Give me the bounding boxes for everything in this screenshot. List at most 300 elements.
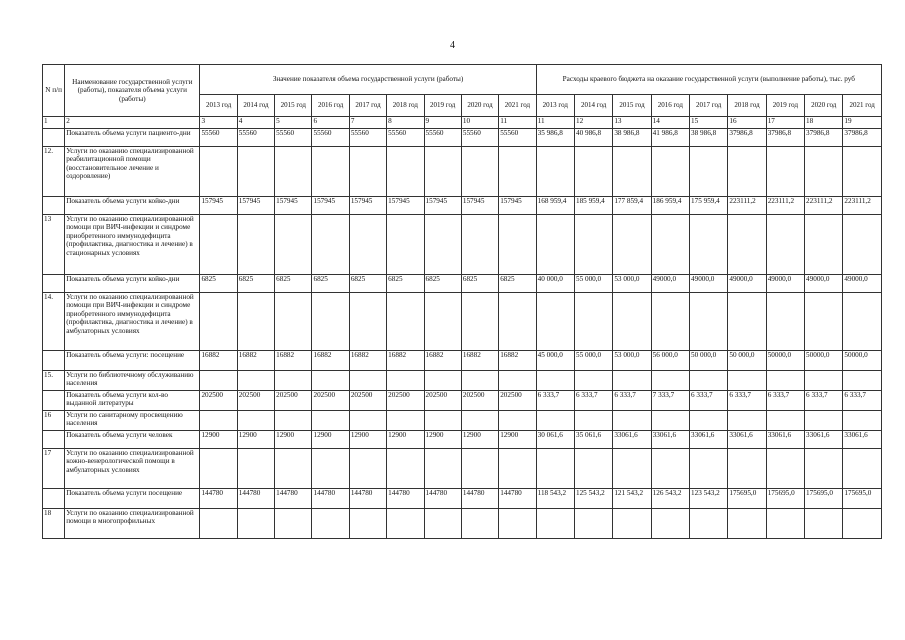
expense-value-cell: 6 333,7 — [690, 391, 728, 411]
expense-value-cell — [536, 293, 574, 351]
indicator-name: Показатель объема услуги пациенто-дни — [65, 129, 200, 147]
expense-value-cell: 35 061,6 — [574, 431, 612, 449]
indicator-value-cell — [461, 293, 498, 351]
indicator-value-cell: 55560 — [237, 129, 274, 147]
expense-value-cell: 33061,6 — [613, 431, 651, 449]
indicator-value-cell — [387, 147, 424, 197]
expense-value-cell: 56 000,0 — [651, 351, 689, 371]
year-header-values-1: 2014 год — [237, 95, 274, 117]
indicator-value-cell: 16882 — [200, 351, 237, 371]
expense-value-cell — [843, 293, 882, 351]
expense-value-cell: 41 986,8 — [651, 129, 689, 147]
expense-value-cell — [766, 371, 804, 391]
indicator-value-cell: 12900 — [237, 431, 274, 449]
expense-value-cell: 37986,8 — [805, 129, 843, 147]
year-header-expenses-1: 2014 год — [574, 95, 612, 117]
indicator-value-cell: 202500 — [200, 391, 237, 411]
row-number: 12. — [43, 147, 65, 197]
indicator-value-cell — [424, 215, 461, 275]
expense-value-cell: 33061,6 — [843, 431, 882, 449]
indicator-value-cell — [275, 371, 312, 391]
indicator-value-cell: 6825 — [387, 275, 424, 293]
indicator-name: Показатель объема услуги кол-во выданной литературы — [65, 391, 200, 411]
expense-value-cell: 126 543,2 — [651, 489, 689, 509]
expense-value-cell — [728, 371, 766, 391]
expense-value-cell: 175695,0 — [766, 489, 804, 509]
indicator-value-cell: 16882 — [424, 351, 461, 371]
service-row — [43, 147, 882, 197]
indicator-value-cell — [387, 411, 424, 431]
expense-value-cell — [651, 215, 689, 275]
expense-value-cell — [574, 371, 612, 391]
column-number: 11 — [499, 117, 536, 129]
indicator-value-cell: 144780 — [200, 489, 237, 509]
expense-value-cell: 50000,0 — [843, 351, 882, 371]
indicator-value-cell: 16882 — [349, 351, 386, 371]
service-name: Услуги по оказанию специализированной кожно-венерологической помощи в амбулаторных условиях — [65, 449, 200, 489]
indicator-value-cell — [237, 509, 274, 539]
indicator-value-cell — [312, 215, 349, 275]
indicator-value-cell: 12900 — [424, 431, 461, 449]
indicator-value-cell: 16882 — [275, 351, 312, 371]
indicator-value-cell: 6825 — [312, 275, 349, 293]
row-number: 14. — [43, 293, 65, 351]
row-number — [43, 197, 65, 215]
indicator-value-cell — [200, 371, 237, 391]
column-number: 8 — [387, 117, 424, 129]
indicator-value-cell: 144780 — [499, 489, 536, 509]
expense-value-cell — [613, 293, 651, 351]
expense-value-cell — [766, 411, 804, 431]
expense-value-cell: 50 000,0 — [690, 351, 728, 371]
indicator-value-cell: 12900 — [275, 431, 312, 449]
expense-value-cell: 35 986,8 — [536, 129, 574, 147]
indicator-value-cell: 55560 — [200, 129, 237, 147]
indicator-value-cell: 202500 — [237, 391, 274, 411]
expense-value-cell: 30 061,6 — [536, 431, 574, 449]
indicator-value-cell: 144780 — [312, 489, 349, 509]
indicator-value-cell: 16882 — [237, 351, 274, 371]
indicator-value-cell — [312, 147, 349, 197]
column-number: 13 — [613, 117, 651, 129]
expense-value-cell — [613, 509, 651, 539]
expense-value-cell: 37986,8 — [843, 129, 882, 147]
expense-value-cell — [574, 509, 612, 539]
indicator-value-cell — [387, 509, 424, 539]
indicator-value-cell — [461, 509, 498, 539]
indicator-value-cell — [275, 449, 312, 489]
indicator-value-cell: 157945 — [237, 197, 274, 215]
expense-value-cell — [690, 371, 728, 391]
indicator-name: Показатель объема услуги: посещение — [65, 351, 200, 371]
indicator-row — [43, 489, 882, 509]
expense-value-cell: 55 000,0 — [574, 275, 612, 293]
indicator-value-cell — [349, 449, 386, 489]
indicator-value-cell — [200, 147, 237, 197]
year-header-expenses-4: 2017 год — [690, 95, 728, 117]
indicator-value-cell: 12900 — [387, 431, 424, 449]
indicator-value-cell: 55560 — [424, 129, 461, 147]
indicator-value-cell: 144780 — [387, 489, 424, 509]
indicator-value-cell — [461, 449, 498, 489]
expense-value-cell: 33061,6 — [728, 431, 766, 449]
year-header-values-4: 2017 год — [349, 95, 386, 117]
column-number: 2 — [65, 117, 200, 129]
expense-value-cell — [574, 411, 612, 431]
indicator-value-cell: 144780 — [349, 489, 386, 509]
indicator-value-cell — [424, 509, 461, 539]
expense-value-cell — [613, 215, 651, 275]
expense-value-cell — [613, 449, 651, 489]
indicator-value-cell — [499, 509, 536, 539]
expense-value-cell: 186 959,4 — [651, 197, 689, 215]
indicator-value-cell: 157945 — [424, 197, 461, 215]
expense-value-cell — [843, 147, 882, 197]
row-number: 16 — [43, 411, 65, 431]
row-number: 13 — [43, 215, 65, 275]
service-name: Услуги по оказанию специализированной реабилитационной помощи (восстановительное лечение и оздоровление) — [65, 147, 200, 197]
indicator-value-cell: 6825 — [237, 275, 274, 293]
row-number — [43, 489, 65, 509]
expense-value-cell — [805, 509, 843, 539]
expense-value-cell — [805, 293, 843, 351]
expense-value-cell: 37986,8 — [766, 129, 804, 147]
expense-value-cell: 53 000,0 — [613, 275, 651, 293]
indicator-value-cell — [275, 215, 312, 275]
expense-value-cell: 121 543,2 — [613, 489, 651, 509]
header-service-name: Наименование государственной услуги (работы), показателя объема услуги (работы) — [65, 65, 200, 117]
expense-value-cell: 175695,0 — [843, 489, 882, 509]
year-header-values-2: 2015 год — [275, 95, 312, 117]
indicator-value-cell — [349, 371, 386, 391]
year-header-values-5: 2018 год — [387, 95, 424, 117]
column-number: 12 — [574, 117, 612, 129]
indicator-row — [43, 431, 882, 449]
expense-value-cell: 49000,0 — [690, 275, 728, 293]
row-number: 17 — [43, 449, 65, 489]
expense-value-cell — [536, 509, 574, 539]
indicator-value-cell: 6825 — [424, 275, 461, 293]
indicator-value-cell: 12900 — [200, 431, 237, 449]
indicator-value-cell — [499, 411, 536, 431]
expense-value-cell — [690, 215, 728, 275]
indicator-value-cell: 157945 — [349, 197, 386, 215]
service-name: Услуги по библиотечному обслуживанию населения — [65, 371, 200, 391]
indicator-name: Показатель объема услуги койко-дни — [65, 275, 200, 293]
services-table — [42, 64, 882, 539]
column-number: 3 — [200, 117, 237, 129]
indicator-value-cell: 157945 — [312, 197, 349, 215]
expense-value-cell: 175695,0 — [805, 489, 843, 509]
indicator-value-cell: 202500 — [275, 391, 312, 411]
indicator-row — [43, 197, 882, 215]
expense-value-cell: 6 333,7 — [805, 391, 843, 411]
expense-value-cell — [766, 449, 804, 489]
year-header-expenses-7: 2020 год — [805, 95, 843, 117]
expense-value-cell: 6 333,7 — [536, 391, 574, 411]
expense-value-cell — [843, 371, 882, 391]
indicator-row — [43, 351, 882, 371]
indicator-value-cell: 157945 — [387, 197, 424, 215]
expense-value-cell — [613, 411, 651, 431]
service-row — [43, 411, 882, 431]
row-number — [43, 129, 65, 147]
indicator-value-cell: 6825 — [499, 275, 536, 293]
expense-value-cell: 118 543,2 — [536, 489, 574, 509]
expense-value-cell — [536, 215, 574, 275]
indicator-value-cell: 55560 — [349, 129, 386, 147]
indicator-value-cell — [312, 293, 349, 351]
indicator-value-cell — [237, 147, 274, 197]
expense-value-cell — [690, 411, 728, 431]
indicator-value-cell: 12900 — [499, 431, 536, 449]
expense-value-cell: 7 333,7 — [651, 391, 689, 411]
expense-value-cell: 6 333,7 — [728, 391, 766, 411]
expense-value-cell — [613, 147, 651, 197]
indicator-value-cell — [312, 411, 349, 431]
year-header-expenses-8: 2021 год — [843, 95, 882, 117]
indicator-value-cell — [349, 215, 386, 275]
expense-value-cell: 33061,6 — [805, 431, 843, 449]
expense-value-cell — [766, 509, 804, 539]
year-header-expenses-5: 2018 год — [728, 95, 766, 117]
expense-value-cell: 38 986,8 — [690, 129, 728, 147]
indicator-value-cell — [499, 215, 536, 275]
expense-value-cell — [766, 215, 804, 275]
page-number: 4 — [450, 40, 455, 51]
service-name: Услуги по оказанию специализированной помощи при ВИЧ-инфекции и синдроме приобретенного иммунодефицита (профилактика, диагностика и лечение) в амбулаторных условиях — [65, 293, 200, 351]
column-number: 5 — [275, 117, 312, 129]
service-name: Услуги по санитарному просвещению населения — [65, 411, 200, 431]
indicator-value-cell: 144780 — [424, 489, 461, 509]
indicator-value-cell — [200, 293, 237, 351]
expense-value-cell — [728, 411, 766, 431]
indicator-value-cell: 144780 — [237, 489, 274, 509]
expense-value-cell — [613, 371, 651, 391]
indicator-value-cell: 55560 — [312, 129, 349, 147]
year-header-expenses-3: 2016 год — [651, 95, 689, 117]
expense-value-cell — [536, 449, 574, 489]
expense-value-cell — [536, 411, 574, 431]
expense-value-cell — [651, 147, 689, 197]
column-number: 18 — [805, 117, 843, 129]
expense-value-cell: 37986,8 — [728, 129, 766, 147]
column-number: 16 — [728, 117, 766, 129]
indicator-name: Показатель объема услуги койко-дни — [65, 197, 200, 215]
expense-value-cell: 6 333,7 — [843, 391, 882, 411]
indicator-value-cell — [349, 147, 386, 197]
expense-value-cell: 38 986,8 — [613, 129, 651, 147]
row-number — [43, 391, 65, 411]
expense-value-cell — [690, 509, 728, 539]
expense-value-cell: 49000,0 — [805, 275, 843, 293]
indicator-value-cell — [312, 371, 349, 391]
indicator-value-cell: 157945 — [275, 197, 312, 215]
indicator-value-cell: 6825 — [461, 275, 498, 293]
column-number: 14 — [651, 117, 689, 129]
indicator-value-cell — [275, 293, 312, 351]
expense-value-cell: 175 959,4 — [690, 197, 728, 215]
expense-value-cell: 40 986,8 — [574, 129, 612, 147]
expense-value-cell: 45 000,0 — [536, 351, 574, 371]
expense-value-cell — [843, 411, 882, 431]
indicator-value-cell: 157945 — [499, 197, 536, 215]
expense-value-cell — [843, 509, 882, 539]
indicator-value-cell: 6825 — [200, 275, 237, 293]
expense-value-cell: 6 333,7 — [613, 391, 651, 411]
column-number: 7 — [349, 117, 386, 129]
indicator-value-cell: 202500 — [499, 391, 536, 411]
column-number: 15 — [690, 117, 728, 129]
indicator-value-cell: 55560 — [461, 129, 498, 147]
column-number: 6 — [312, 117, 349, 129]
year-header-expenses-6: 2019 год — [766, 95, 804, 117]
row-number: 15. — [43, 371, 65, 391]
header-num: N п/п — [43, 65, 65, 117]
expense-value-cell — [574, 147, 612, 197]
indicator-value-cell: 16882 — [499, 351, 536, 371]
expense-value-cell — [651, 449, 689, 489]
indicator-value-cell — [424, 147, 461, 197]
service-row — [43, 509, 882, 539]
expense-value-cell — [843, 215, 882, 275]
indicator-value-cell: 144780 — [461, 489, 498, 509]
expense-value-cell — [574, 293, 612, 351]
expense-value-cell: 49000,0 — [651, 275, 689, 293]
service-name: Услуги по оказанию специализированной помощи в многопрофильных — [65, 509, 200, 539]
indicator-value-cell — [312, 509, 349, 539]
indicator-value-cell: 12900 — [461, 431, 498, 449]
indicator-value-cell: 157945 — [461, 197, 498, 215]
expense-value-cell — [728, 449, 766, 489]
indicator-value-cell — [349, 411, 386, 431]
indicator-value-cell — [237, 215, 274, 275]
indicator-value-cell — [237, 371, 274, 391]
indicator-row — [43, 275, 882, 293]
expense-value-cell: 6 333,7 — [766, 391, 804, 411]
expense-value-cell — [728, 293, 766, 351]
expense-value-cell: 50 000,0 — [728, 351, 766, 371]
expense-value-cell — [690, 147, 728, 197]
indicator-value-cell — [200, 215, 237, 275]
indicator-value-cell: 202500 — [461, 391, 498, 411]
indicator-value-cell — [424, 293, 461, 351]
indicator-name: Показатель объема услуги посещение — [65, 489, 200, 509]
indicator-value-cell: 12900 — [349, 431, 386, 449]
indicator-value-cell: 6825 — [349, 275, 386, 293]
indicator-value-cell — [499, 449, 536, 489]
indicator-value-cell — [237, 293, 274, 351]
column-number: 10 — [461, 117, 498, 129]
indicator-value-cell — [275, 147, 312, 197]
expense-value-cell: 185 959,4 — [574, 197, 612, 215]
service-row — [43, 371, 882, 391]
expense-value-cell — [728, 215, 766, 275]
indicator-value-cell: 16882 — [312, 351, 349, 371]
expense-value-cell — [651, 371, 689, 391]
indicator-value-cell — [200, 411, 237, 431]
expense-value-cell: 125 543,2 — [574, 489, 612, 509]
expense-value-cell — [651, 509, 689, 539]
expense-value-cell — [536, 371, 574, 391]
expense-value-cell — [805, 449, 843, 489]
service-name: Услуги по оказанию специализированной помощи при ВИЧ-инфекции и синдроме приобретенного иммунодефицита (профилактика, диагностика и лечение) в стационарных условиях — [65, 215, 200, 275]
expense-value-cell: 33061,6 — [766, 431, 804, 449]
service-row — [43, 449, 882, 489]
expense-value-cell — [651, 293, 689, 351]
indicator-value-cell — [312, 449, 349, 489]
indicator-value-cell — [461, 411, 498, 431]
column-number: 1 — [43, 117, 65, 129]
expense-value-cell: 49000,0 — [843, 275, 882, 293]
expense-value-cell: 55 000,0 — [574, 351, 612, 371]
indicator-name: Показатель объема услуги человек — [65, 431, 200, 449]
expense-value-cell: 50000,0 — [805, 351, 843, 371]
indicator-value-cell — [237, 411, 274, 431]
expense-value-cell: 33061,6 — [690, 431, 728, 449]
indicator-value-cell: 16882 — [461, 351, 498, 371]
service-row — [43, 215, 882, 275]
indicator-value-cell — [387, 449, 424, 489]
expense-value-cell: 123 543,2 — [690, 489, 728, 509]
indicator-value-cell: 202500 — [349, 391, 386, 411]
row-number — [43, 351, 65, 371]
row-number: 18 — [43, 509, 65, 539]
indicator-value-cell — [461, 147, 498, 197]
indicator-value-cell — [387, 215, 424, 275]
indicator-value-cell: 144780 — [275, 489, 312, 509]
year-header-values-7: 2020 год — [461, 95, 498, 117]
column-number: 4 — [237, 117, 274, 129]
expense-value-cell — [690, 449, 728, 489]
expense-value-cell — [574, 449, 612, 489]
indicator-value-cell: 202500 — [312, 391, 349, 411]
indicator-value-cell — [200, 509, 237, 539]
year-header-values-8: 2021 год — [499, 95, 536, 117]
indicator-value-cell — [275, 411, 312, 431]
indicator-value-cell — [349, 293, 386, 351]
indicator-value-cell — [499, 293, 536, 351]
row-number — [43, 275, 65, 293]
indicator-value-cell — [387, 293, 424, 351]
indicator-value-cell — [275, 509, 312, 539]
header-indicator-values: Значение показателя объема государственной услуги (работы) — [200, 65, 536, 95]
indicator-value-cell: 157945 — [200, 197, 237, 215]
indicator-value-cell: 6825 — [275, 275, 312, 293]
indicator-value-cell — [424, 411, 461, 431]
indicator-value-cell — [200, 449, 237, 489]
expense-value-cell: 40 000,0 — [536, 275, 574, 293]
indicator-value-cell: 12900 — [312, 431, 349, 449]
year-header-values-3: 2016 год — [312, 95, 349, 117]
year-header-expenses-0: 2013 год — [536, 95, 574, 117]
indicator-value-cell — [424, 371, 461, 391]
expense-value-cell: 33061,6 — [651, 431, 689, 449]
indicator-value-cell: 55560 — [275, 129, 312, 147]
column-number: 19 — [843, 117, 882, 129]
column-number: 9 — [424, 117, 461, 129]
indicator-row — [43, 391, 882, 411]
expense-value-cell — [805, 147, 843, 197]
indicator-value-cell: 16882 — [387, 351, 424, 371]
indicator-value-cell — [499, 147, 536, 197]
expense-value-cell: 53 000,0 — [613, 351, 651, 371]
expense-value-cell — [728, 509, 766, 539]
indicator-value-cell: 202500 — [387, 391, 424, 411]
expense-value-cell: 223111,2 — [843, 197, 882, 215]
expense-value-cell — [574, 215, 612, 275]
expense-value-cell — [805, 411, 843, 431]
